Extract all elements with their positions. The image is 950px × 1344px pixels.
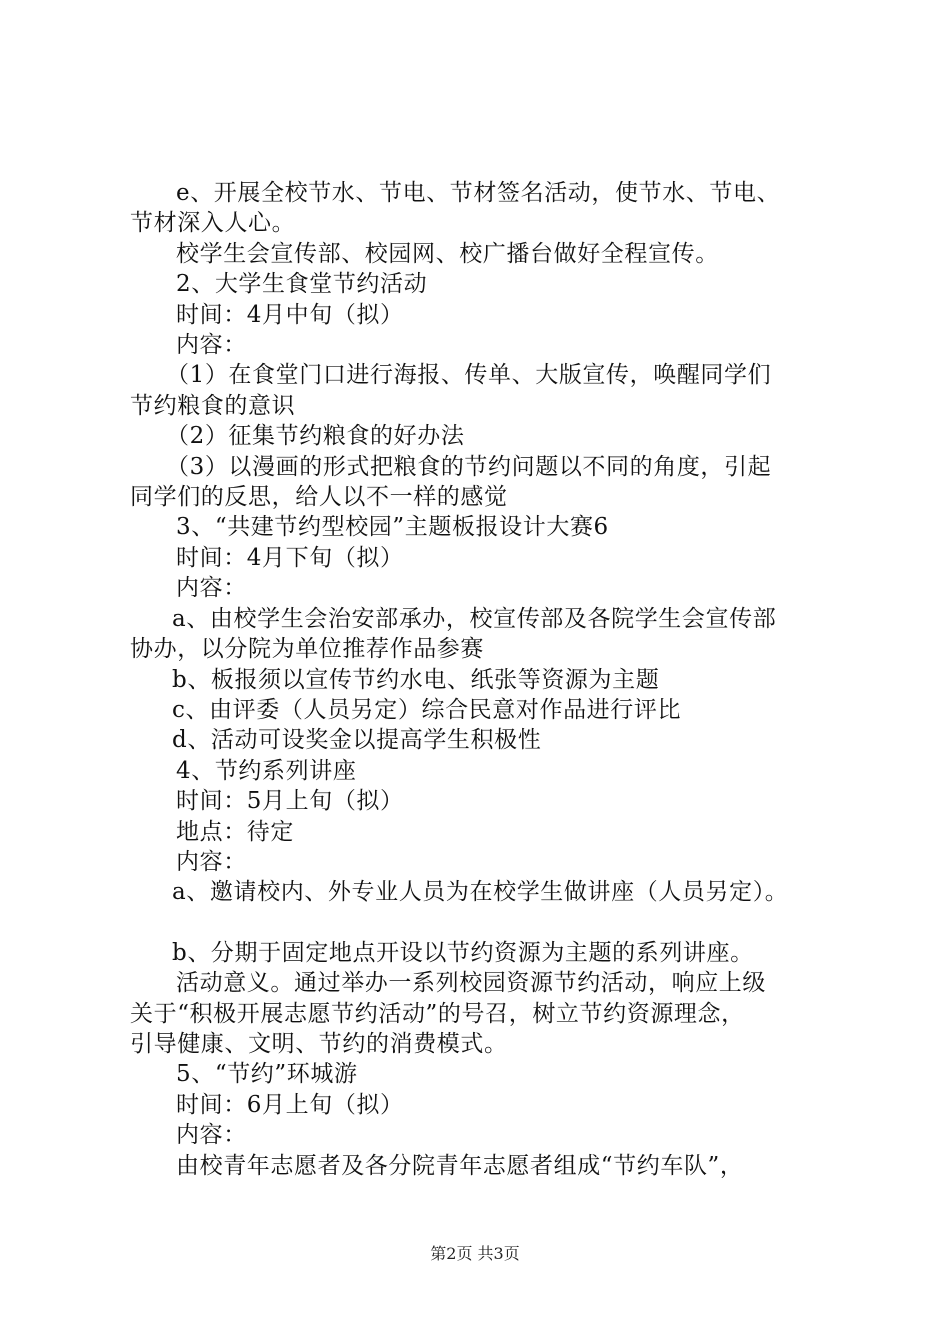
document-body	[130, 178, 830, 1181]
paragraph-line: 时间：4月中旬（拟）	[176, 301, 404, 328]
section-heading: 2、大学生食堂节约活动	[176, 271, 428, 298]
paragraph-line: 内容：	[176, 848, 247, 875]
paragraph-line: 关于“积极开展志愿节约活动”的号召，树立节约资源理念，	[130, 1000, 745, 1027]
paragraph-line: （3）以漫画的形式把粮食的节约问题以不同的角度，引起	[166, 453, 772, 480]
section-heading: 5、“节约”环城游	[176, 1061, 358, 1088]
paragraph-line: a、邀请校内、外专业人员为在校学生做讲座（人员另定）。	[172, 879, 789, 906]
paragraph-line: e、开展全校节水、节电、节材签名活动，使节水、节电、	[176, 180, 781, 206]
paragraph-line: 引导健康、文明、节约的消费模式。	[130, 1030, 508, 1057]
page-number-footer: 第2页 共3页	[430, 1244, 520, 1263]
paragraph-line: 地点：待定	[176, 818, 294, 845]
paragraph-line: c、由评委（人员另定）综合民意对作品进行评比	[172, 696, 682, 723]
paragraph-line: 内容：	[176, 575, 247, 602]
paragraph-line: 时间：4月下旬（拟）	[176, 544, 404, 571]
paragraph-line: 同学们的反思，给人以不一样的感觉	[130, 484, 508, 511]
paragraph-line: 节约粮食的意识	[130, 392, 296, 419]
paragraph-line: d、活动可设奖金以提高学生积极性	[172, 727, 542, 754]
paragraph-line: 时间：6月上旬（拟）	[176, 1091, 404, 1118]
paragraph-line: 时间：5月上旬（拟）	[176, 788, 404, 815]
paragraph-line: 协办，以分院为单位推荐作品参赛	[130, 636, 484, 663]
paragraph-line: 由校青年志愿者及各分院青年志愿者组成“节约车队”，	[176, 1152, 744, 1179]
paragraph-line: a、由校学生会治安部承办，校宣传部及各院学生会宣传部	[172, 605, 777, 632]
paragraph-line: b、分期于固定地点开设以节约资源为主题的系列讲座。	[172, 939, 754, 966]
paragraph-line: （1）在食堂门口进行海报、传单、大版宣传，唤醒同学们	[166, 362, 772, 389]
paragraph-line: 内容：	[176, 1122, 247, 1149]
paragraph-line: 内容：	[176, 332, 247, 359]
section-heading: 4、节约系列讲座	[176, 757, 357, 784]
paragraph-line: 节材深入人心。	[130, 210, 296, 237]
section-heading: 3、“共建节约型校园”主题板报设计大赛6	[176, 514, 609, 541]
paragraph-line: 活动意义。通过举办一系列校园资源节约活动，响应上级	[176, 970, 766, 997]
paragraph-line: b、板报须以宣传节约水电、纸张等资源为主题	[172, 666, 660, 693]
blank-line	[130, 908, 830, 938]
paragraph-line: （2）征集节约粮食的好办法	[166, 423, 465, 450]
paragraph-line: 校学生会宣传部、校园网、校广播台做好全程宣传。	[176, 240, 719, 267]
